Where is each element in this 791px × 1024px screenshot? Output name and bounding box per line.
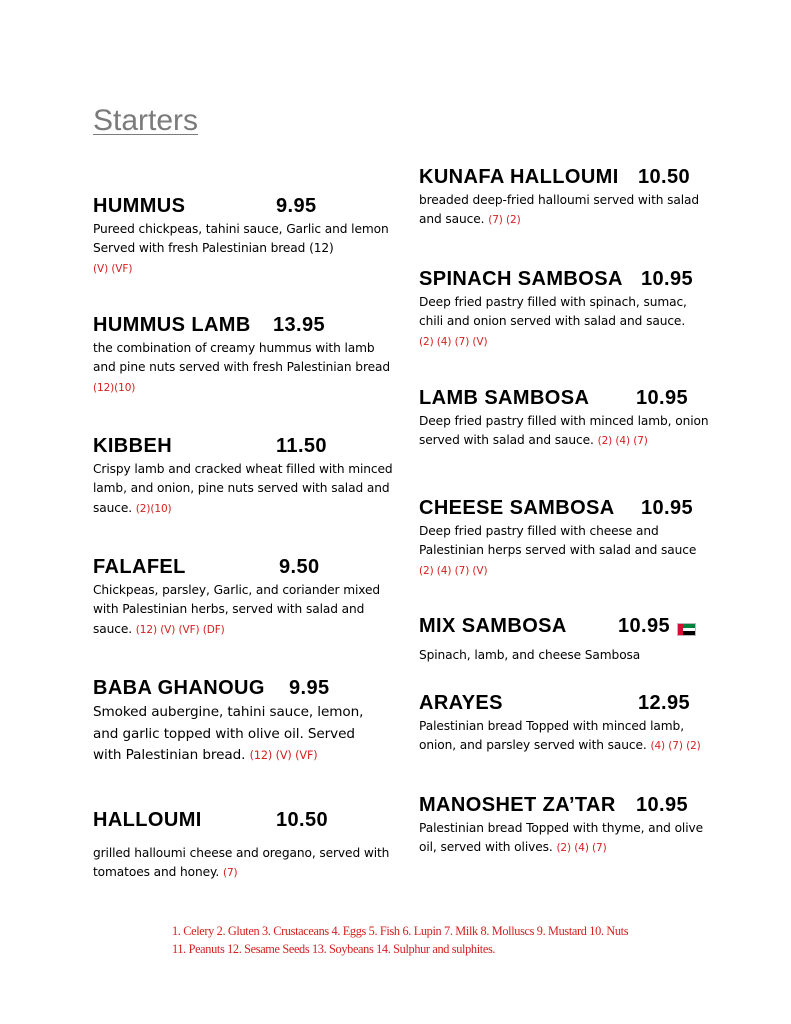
item-price: 10.95 bbox=[641, 497, 694, 519]
item-description: grilled halloumi cheese and oregano, served with tomatoes and honey. (7) bbox=[93, 846, 390, 880]
item-price: 9.50 bbox=[279, 556, 320, 578]
allergen-codes: (12) (V) (VF) bbox=[249, 749, 318, 762]
item-name: MANOSHET ZA’TAR bbox=[419, 794, 616, 816]
item-name: SPINACH SAMBOSA bbox=[419, 268, 623, 290]
allergen-codes: (12)(10) bbox=[93, 381, 136, 394]
allergen-codes: (2) (4) (7) (V) bbox=[419, 564, 488, 577]
item-price: 10.95 bbox=[636, 387, 689, 409]
item-description: Deep fried pastry filled with cheese and Palestinian herps served with salad and sauce (2) (4) (7) (V) bbox=[419, 524, 697, 577]
allergen-codes: (2) (4) (7) (V) bbox=[419, 335, 488, 348]
item-name: HUMMUS LAMB bbox=[93, 314, 251, 336]
item-name: KIBBEH bbox=[93, 435, 173, 457]
item-name: CHEESE SAMBOSA bbox=[419, 497, 615, 519]
allergen-codes: (2) (4) (7) bbox=[597, 435, 648, 448]
menu-item-hummus-lamb bbox=[93, 314, 393, 398]
menu-item-cheese-sambosa bbox=[419, 497, 709, 581]
menu-item-lamb-sambosa bbox=[419, 387, 709, 452]
item-description: Palestinian bread Topped with minced lamb, onion, and parsley served with sauce. (4) (7) (2) bbox=[419, 719, 701, 753]
palestine-flag-icon bbox=[677, 623, 696, 636]
allergen-codes: (V) (VF) bbox=[93, 262, 133, 275]
menu-item-manoshet-zatar bbox=[419, 794, 709, 859]
item-price: 12.95 bbox=[638, 692, 691, 714]
item-description: Crispy lamb and cracked wheat filled with minced lamb, and onion, pine nuts served with salad and sauce. (2)(10) bbox=[93, 462, 393, 515]
item-name: FALAFEL bbox=[93, 556, 186, 578]
item-price: 10.50 bbox=[276, 809, 329, 831]
menu-item-hummus bbox=[93, 195, 393, 279]
item-description: the combination of creamy hummus with lamb and pine nuts served with fresh Palestinian bread (12)(10) bbox=[93, 341, 390, 394]
item-price: 10.95 bbox=[636, 794, 689, 816]
allergen-legend-line: 1. Celery 2. Gluten 3. Crustaceans 4. Eggs 5. Fish 6. Lupin 7. Milk 8. Molluscs 9. Mustard 10. Nuts bbox=[172, 924, 629, 938]
item-description: Deep fried pastry filled with spinach, sumac, chili and onion served with salad and sauce. (2) (4) (7) (V) bbox=[419, 295, 687, 348]
item-price: 10.95 bbox=[641, 268, 694, 290]
menu-item-falafel bbox=[93, 556, 393, 640]
item-name: BABA GHANOUG bbox=[93, 677, 265, 699]
item-description: Pureed chickpeas, tahini sauce, Garlic and lemon Served with fresh Palestinian bread (12) (V) (VF) bbox=[93, 222, 389, 275]
page-title: Starters bbox=[93, 104, 199, 137]
item-price: 10.50 bbox=[638, 166, 691, 188]
allergen-codes: (7) (2) bbox=[488, 214, 521, 227]
menu-item-halloumi bbox=[93, 809, 393, 884]
menu-item-kibbeh bbox=[93, 435, 393, 519]
item-name: KUNAFA HALLOUMI bbox=[419, 166, 619, 188]
menu-item-mix-sambosa bbox=[419, 615, 709, 665]
allergen-codes: (2)(10) bbox=[135, 502, 172, 515]
item-price: 10.95 bbox=[618, 615, 671, 637]
allergen-codes: (2) (4) (7) bbox=[556, 842, 607, 855]
item-name: LAMB SAMBOSA bbox=[419, 387, 590, 409]
item-description: breaded deep-fried halloumi served with salad and sauce. (7) (2) bbox=[419, 193, 700, 227]
item-description: Palestinian bread Topped with thyme, and olive oil, served with olives. (2) (4) (7) bbox=[419, 821, 704, 855]
allergen-codes: (4) (7) (2) bbox=[650, 740, 701, 753]
allergen-legend-line: 11. Peanuts 12. Sesame Seeds 13. Soybeans 14. Sulphur and sulphites. bbox=[172, 941, 496, 956]
allergen-codes: (12) (V) (VF) (DF) bbox=[135, 623, 225, 636]
item-name: HUMMUS bbox=[93, 195, 186, 217]
item-description: Chickpeas, parsley, Garlic, and coriander mixed with Palestinian herbs, served with salad and sauce. (12) (V) (VF) (DF) bbox=[93, 583, 381, 636]
item-price: 9.95 bbox=[289, 677, 330, 699]
menu-item-kunafa-halloumi bbox=[419, 166, 709, 231]
item-price: 11.50 bbox=[276, 435, 327, 457]
item-price: 13.95 bbox=[273, 314, 326, 336]
item-price: 9.95 bbox=[276, 195, 317, 217]
item-description: Deep fried pastry filled with minced lamb, onion served with salad and sauce. (2) (4) (7) bbox=[419, 414, 709, 448]
item-name: HALLOUMI bbox=[93, 809, 202, 831]
item-name: ARAYES bbox=[419, 692, 503, 714]
item-description: Spinach, lamb, and cheese Sambosa bbox=[419, 648, 641, 662]
item-name: MIX SAMBOSA bbox=[419, 615, 567, 637]
allergen-codes: (7) bbox=[222, 867, 238, 880]
item-description: Smoked aubergine, tahini sauce, lemon, and garlic topped with olive oil. Served with Palestinian bread. (12) (V) (VF) bbox=[93, 704, 364, 763]
menu-item-arayes bbox=[419, 692, 709, 757]
menu-item-baba-ghanoug bbox=[93, 677, 383, 767]
allergen-legend bbox=[172, 923, 628, 958]
menu-item-spinach-sambosa bbox=[419, 268, 709, 352]
